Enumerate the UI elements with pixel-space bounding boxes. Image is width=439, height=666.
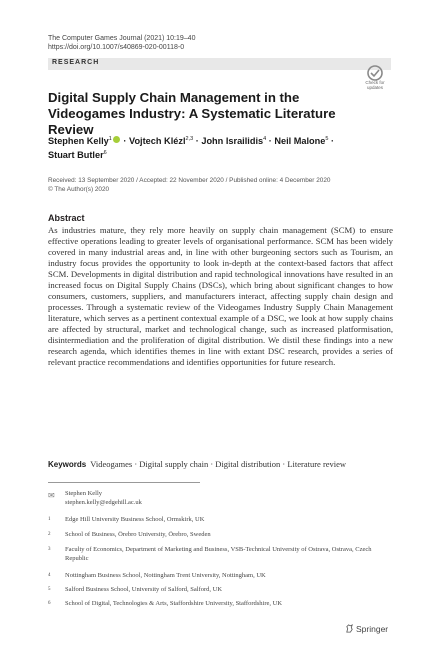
author-list: Stephen Kelly$^1$ · Vojtech Klézl$^{2,3}$ · John Israilidis$^4$ · Neil Malone$^5$ · Stuart Butler$^6$ — [48, 136, 335, 161]
doi-link[interactable]: https://doi.org/10.1007/s40869-020-00118-0 — [48, 44, 185, 51]
author-affiliation-ref: 5 — [325, 136, 329, 142]
author-name[interactable]: John Israilidis — [201, 136, 264, 147]
affiliation-number: 5 — [48, 587, 51, 592]
corresponding-author-email[interactable]: stephen.kelly@edgehill.ac.uk — [65, 499, 142, 506]
author-name[interactable]: Neil Malone — [274, 136, 326, 147]
section-bar — [48, 58, 391, 70]
affiliation-number: 3 — [48, 547, 51, 552]
journal-header — [48, 34, 195, 52]
journal-citation: The Computer Games Journal (2021) 10:19–40 — [48, 35, 196, 42]
affiliation-text: Edge Hill University Business School, Ormskirk, UK — [65, 516, 205, 523]
publisher-logo — [345, 624, 388, 634]
affiliation-text: School of Business, Örebro University, Örebro, Sweden — [65, 531, 211, 538]
keywords-heading: Keywords — [48, 460, 87, 469]
affiliation-number: 4 — [48, 573, 51, 578]
dates-line: Received: 13 September 2020 / Accepted: 22 November 2020 / Published online: 4 December 2020 — [48, 177, 331, 184]
article-title: Digital Supply Chain Management in the Videogames Industry: A Systematic Literature Review — [48, 90, 336, 137]
abstract-heading: Abstract — [48, 213, 85, 223]
affiliation-number: 2 — [48, 532, 51, 537]
keywords-list: Videogames · Digital supply chain · Digital distribution · Literature review — [90, 459, 347, 469]
affiliation-text: Salford Business School, University of Salford, Salford, UK — [65, 586, 223, 593]
affiliation-number: 1 — [48, 517, 51, 522]
affiliation-text: School of Digital, Technologies & Arts, Staffordshire University, Staffordshire, UK — [65, 600, 283, 607]
affiliation-number: 6 — [48, 601, 51, 606]
author-name[interactable]: Vojtech Klézl — [129, 136, 186, 147]
author-affiliation-ref: 6 — [103, 150, 107, 157]
abstract-text: As industries mature, they rely more heavily on supply chain management (SCM) to ensure effective operations leading to greater levels of organisational performance. SCM has been widely covered in many industrial areas and, in line with other burgeoning sectors such as Tourism, an industry focus provides the opportunity to look in-depth at the context-based factors that affect SCM. Developments in digital distribution and rapid technological innovations have resulted in an increased focus on Digital Supply Chains (DSCs), which bring about significant changes to how consumers, customers, suppliers, and manufacturers interact, affecting supply chain design and processes. Through a systematic review of the Videogames Industry Supply Chain Management literature, which serves as a pertinent contextual example of a DSC, we look at how supply chains are affected by structural, market and technological change, such as increased platformisation, disintermediation and the proliferation of digital distribution. We distil these findings into a new research agenda, which identifies themes in line with extant DSC research, provides a series of relevant practice recommendations and identifies opportunities for future research. — [48, 225, 393, 367]
copyright-line: © The Author(s) 2020 — [48, 186, 110, 193]
publisher-name: Springer — [356, 624, 389, 634]
publication-dates — [48, 176, 330, 194]
footnote-divider — [48, 482, 200, 483]
author-name[interactable]: Stephen Kelly — [48, 136, 109, 147]
section-label: RESEARCH — [52, 59, 100, 66]
springer-horse-icon — [345, 624, 354, 633]
check-for-updates-label: Check for updates — [365, 80, 385, 90]
envelope-icon: ✉ — [48, 491, 55, 500]
author-affiliation-ref: 4 — [263, 136, 267, 142]
affiliation-text: Nottingham Business School, Nottingham Trent University, Nottingham, UK — [65, 572, 266, 579]
author-affiliation-ref: 2,3 — [185, 136, 194, 142]
affiliation-text: Faculty of Economics, Department of Marketing and Business, VSB-Technical University of Ostrava, Ostrava, Czech Republic — [65, 546, 372, 562]
orcid-icon[interactable] — [113, 136, 120, 143]
author-name[interactable]: Stuart Butler — [48, 150, 104, 161]
corresponding-author-name: Stephen Kelly — [65, 490, 103, 497]
keywords — [48, 459, 393, 470]
author-affiliation-ref: 1 — [108, 136, 112, 142]
